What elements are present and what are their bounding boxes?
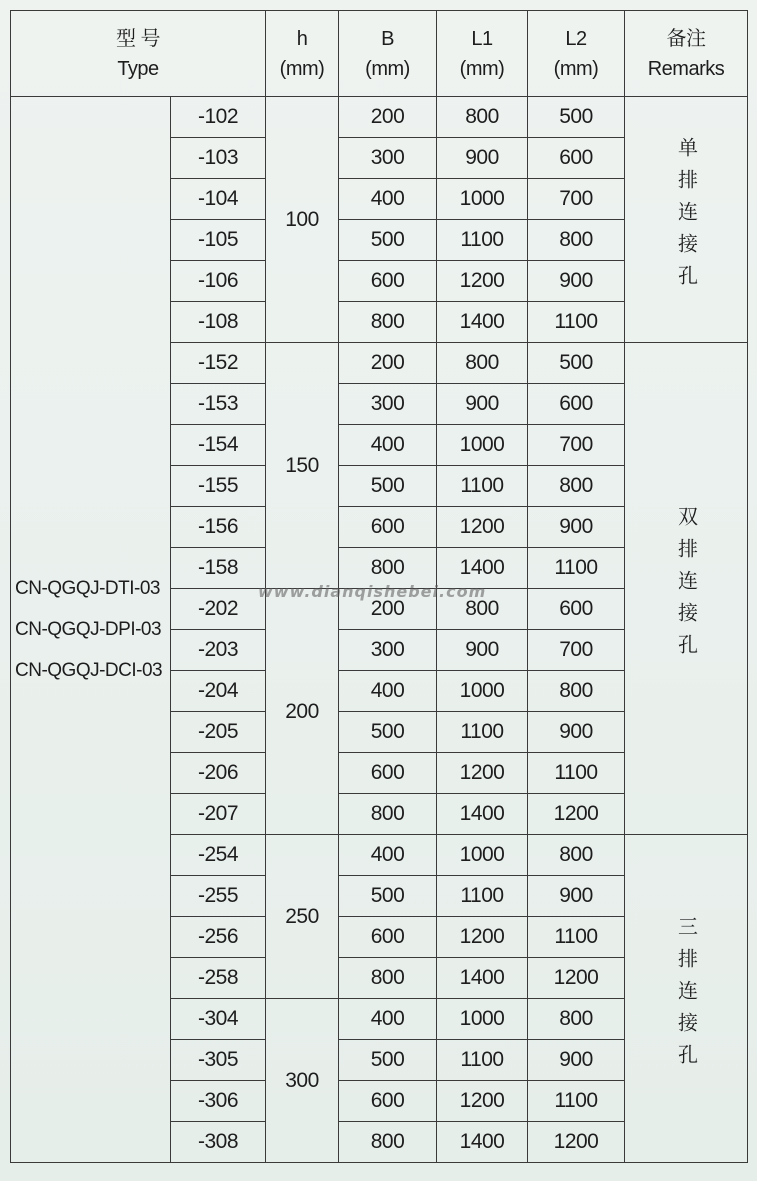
l2-cell: 600 bbox=[528, 589, 625, 630]
l1-cell: 1100 bbox=[437, 876, 528, 917]
remarks-cell bbox=[625, 97, 748, 343]
type-suffix-cell: -256 bbox=[171, 917, 266, 958]
l2-cell: 1200 bbox=[528, 958, 625, 999]
remarks-cell bbox=[625, 835, 748, 1163]
l1-cell: 1000 bbox=[437, 179, 528, 220]
header-h-label: h bbox=[296, 27, 308, 50]
type-suffix-cell: -102 bbox=[171, 97, 266, 138]
type-suffix-cell: -154 bbox=[171, 425, 266, 466]
l1-cell: 900 bbox=[437, 384, 528, 425]
l1-cell: 1200 bbox=[437, 261, 528, 302]
header-h bbox=[266, 11, 339, 97]
b-cell: 300 bbox=[339, 384, 437, 425]
remarks-cell bbox=[625, 343, 748, 835]
l2-cell: 1200 bbox=[528, 1122, 625, 1163]
header-l2-label: L2 bbox=[565, 27, 587, 50]
l2-cell: 500 bbox=[528, 97, 625, 138]
type-name: CN-QGQJ-DTI-03 bbox=[15, 577, 160, 599]
l1-cell: 800 bbox=[437, 343, 528, 384]
header-type-cn: 型 号 bbox=[115, 27, 161, 50]
b-cell: 300 bbox=[339, 138, 437, 179]
header-type bbox=[11, 11, 266, 97]
l1-cell: 1100 bbox=[437, 1040, 528, 1081]
l1-cell: 1100 bbox=[437, 466, 528, 507]
b-cell: 800 bbox=[339, 958, 437, 999]
l2-cell: 1100 bbox=[528, 302, 625, 343]
type-suffix-cell: -202 bbox=[171, 589, 266, 630]
l2-cell: 1100 bbox=[528, 917, 625, 958]
header-l1 bbox=[437, 11, 528, 97]
l2-cell: 900 bbox=[528, 507, 625, 548]
header-type-en: Type bbox=[117, 57, 159, 80]
type-suffix-cell: -255 bbox=[171, 876, 266, 917]
type-suffix-cell: -152 bbox=[171, 343, 266, 384]
b-cell: 500 bbox=[339, 876, 437, 917]
b-cell: 400 bbox=[339, 179, 437, 220]
l1-cell: 800 bbox=[437, 97, 528, 138]
b-cell: 200 bbox=[339, 343, 437, 384]
b-cell: 500 bbox=[339, 1040, 437, 1081]
type-suffix-cell: -305 bbox=[171, 1040, 266, 1081]
header-row bbox=[11, 11, 748, 97]
header-b bbox=[339, 11, 437, 97]
type-suffix-cell: -103 bbox=[171, 138, 266, 179]
l1-cell: 900 bbox=[437, 630, 528, 671]
b-cell: 400 bbox=[339, 999, 437, 1040]
l2-cell: 1100 bbox=[528, 548, 625, 589]
h-cell: 100 bbox=[266, 97, 339, 343]
header-l2-unit: (mm) bbox=[553, 57, 599, 80]
type-suffix-cell: -258 bbox=[171, 958, 266, 999]
l1-cell: 1200 bbox=[437, 753, 528, 794]
b-cell: 600 bbox=[339, 753, 437, 794]
l1-cell: 1400 bbox=[437, 548, 528, 589]
l2-cell: 1100 bbox=[528, 1081, 625, 1122]
l2-cell: 800 bbox=[528, 220, 625, 261]
l2-cell: 1200 bbox=[528, 794, 625, 835]
type-suffix-cell: -104 bbox=[171, 179, 266, 220]
b-cell: 600 bbox=[339, 507, 437, 548]
type-suffix-cell: -254 bbox=[171, 835, 266, 876]
type-suffix-cell: -206 bbox=[171, 753, 266, 794]
l1-cell: 1200 bbox=[437, 917, 528, 958]
b-cell: 600 bbox=[339, 1081, 437, 1122]
type-suffix-cell: -153 bbox=[171, 384, 266, 425]
l1-cell: 1200 bbox=[437, 1081, 528, 1122]
l2-cell: 900 bbox=[528, 876, 625, 917]
type-suffix-cell: -308 bbox=[171, 1122, 266, 1163]
l2-cell: 600 bbox=[528, 138, 625, 179]
b-cell: 200 bbox=[339, 589, 437, 630]
b-cell: 300 bbox=[339, 630, 437, 671]
header-remarks-en: Remarks bbox=[647, 57, 725, 80]
b-cell: 500 bbox=[339, 220, 437, 261]
header-b-label: B bbox=[381, 27, 394, 50]
l1-cell: 800 bbox=[437, 589, 528, 630]
b-cell: 400 bbox=[339, 671, 437, 712]
type-suffix-cell: -205 bbox=[171, 712, 266, 753]
type-suffix-cell: -155 bbox=[171, 466, 266, 507]
l1-cell: 1000 bbox=[437, 835, 528, 876]
l1-cell: 1200 bbox=[437, 507, 528, 548]
remarks-text: 三排连接孔 bbox=[674, 915, 697, 1076]
header-remarks-cn: 备注 bbox=[666, 27, 706, 50]
l1-cell: 1000 bbox=[437, 425, 528, 466]
l2-cell: 800 bbox=[528, 999, 625, 1040]
type-suffix-cell: -207 bbox=[171, 794, 266, 835]
b-cell: 600 bbox=[339, 917, 437, 958]
l1-cell: 1100 bbox=[437, 712, 528, 753]
l1-cell: 1400 bbox=[437, 794, 528, 835]
b-cell: 500 bbox=[339, 466, 437, 507]
l2-cell: 900 bbox=[528, 1040, 625, 1081]
l1-cell: 1000 bbox=[437, 999, 528, 1040]
type-suffix-cell: -203 bbox=[171, 630, 266, 671]
header-l1-label: L1 bbox=[471, 27, 493, 50]
header-remarks bbox=[625, 11, 748, 97]
type-suffix-cell: -105 bbox=[171, 220, 266, 261]
type-suffix-cell: -204 bbox=[171, 671, 266, 712]
remarks-text: 单排连接孔 bbox=[674, 136, 697, 297]
l1-cell: 1000 bbox=[437, 671, 528, 712]
l1-cell: 1400 bbox=[437, 302, 528, 343]
l2-cell: 700 bbox=[528, 630, 625, 671]
header-b-unit: (mm) bbox=[365, 57, 410, 80]
type-names-cell bbox=[11, 97, 171, 1163]
l2-cell: 900 bbox=[528, 261, 625, 302]
b-cell: 200 bbox=[339, 97, 437, 138]
b-cell: 800 bbox=[339, 302, 437, 343]
b-cell: 400 bbox=[339, 425, 437, 466]
header-h-unit: (mm) bbox=[279, 57, 325, 80]
l2-cell: 500 bbox=[528, 343, 625, 384]
type-name: CN-QGQJ-DCI-03 bbox=[15, 659, 163, 681]
l2-cell: 700 bbox=[528, 425, 625, 466]
l2-cell: 900 bbox=[528, 712, 625, 753]
type-suffix-cell: -108 bbox=[171, 302, 266, 343]
l2-cell: 600 bbox=[528, 384, 625, 425]
l1-cell: 1400 bbox=[437, 1122, 528, 1163]
b-cell: 500 bbox=[339, 712, 437, 753]
type-suffix-cell: -306 bbox=[171, 1081, 266, 1122]
l2-cell: 1100 bbox=[528, 753, 625, 794]
l1-cell: 1400 bbox=[437, 958, 528, 999]
l1-cell: 1100 bbox=[437, 220, 528, 261]
l2-cell: 700 bbox=[528, 179, 625, 220]
type-suffix-cell: -158 bbox=[171, 548, 266, 589]
b-cell: 400 bbox=[339, 835, 437, 876]
type-name: CN-QGQJ-DPI-03 bbox=[15, 618, 162, 640]
header-l2 bbox=[528, 11, 625, 97]
h-cell: 200 bbox=[266, 589, 339, 835]
remarks-text: 双排连接孔 bbox=[674, 505, 697, 666]
header-l1-unit: (mm) bbox=[459, 57, 505, 80]
b-cell: 800 bbox=[339, 548, 437, 589]
b-cell: 600 bbox=[339, 261, 437, 302]
watermark: www.dianqishebei.com bbox=[258, 582, 487, 601]
type-suffix-cell: -304 bbox=[171, 999, 266, 1040]
l2-cell: 800 bbox=[528, 671, 625, 712]
spec-table-body bbox=[11, 97, 748, 1163]
b-cell: 800 bbox=[339, 1122, 437, 1163]
l1-cell: 900 bbox=[437, 138, 528, 179]
h-cell: 250 bbox=[266, 835, 339, 999]
l2-cell: 800 bbox=[528, 466, 625, 507]
b-cell: 800 bbox=[339, 794, 437, 835]
type-suffix-cell: -156 bbox=[171, 507, 266, 548]
type-suffix-cell: -106 bbox=[171, 261, 266, 302]
table-row bbox=[11, 97, 748, 138]
h-cell: 300 bbox=[266, 999, 339, 1163]
h-cell: 150 bbox=[266, 343, 339, 589]
l2-cell: 800 bbox=[528, 835, 625, 876]
